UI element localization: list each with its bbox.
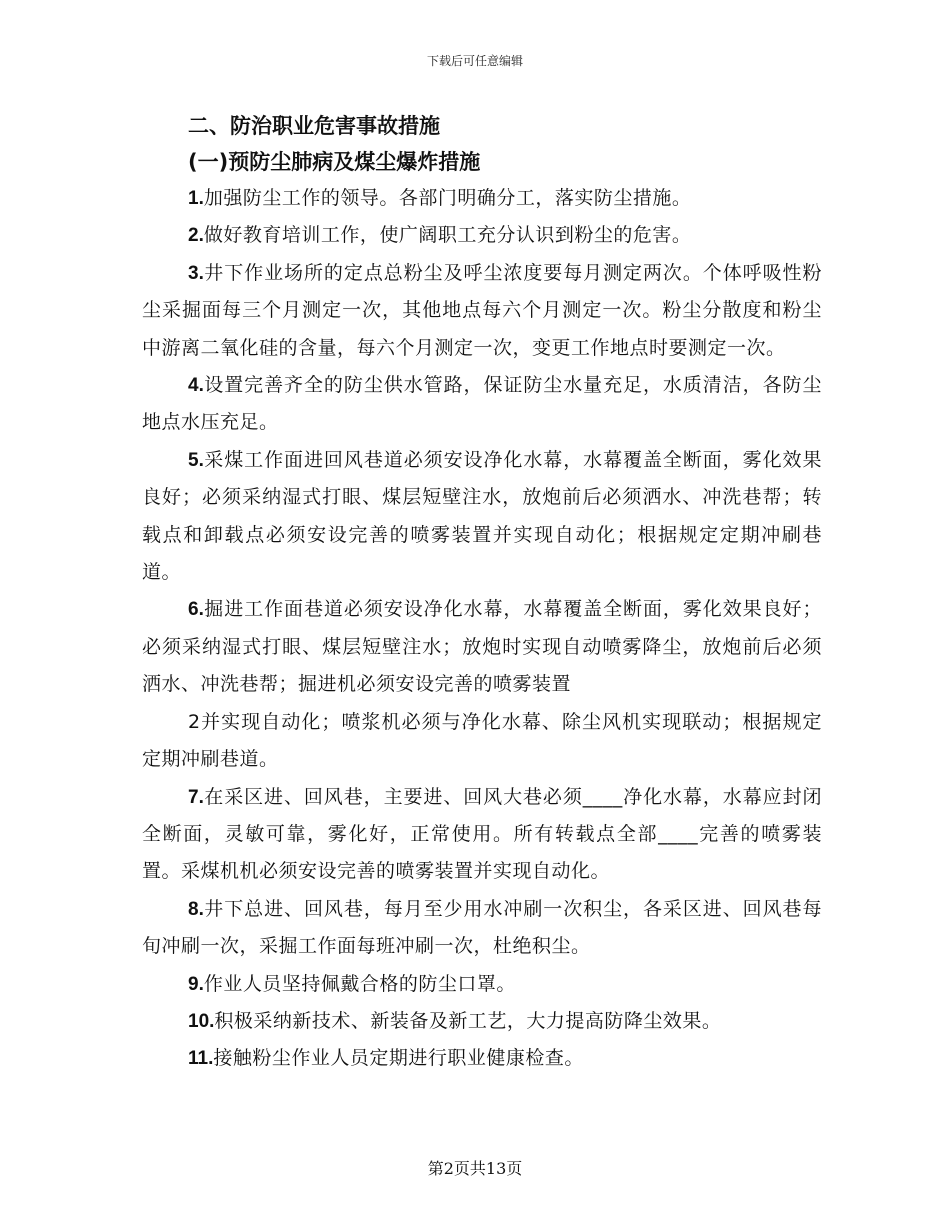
list-item: [142, 966, 822, 1003]
item-text: 掘进工作面巷道必须安设净化水幕，水幕覆盖全断面，雾化效果良好；必须采纳湿式打眼、煤层短壁注水；放炮时实现自动喷雾降尘，放炮前后必须洒水、冲洗巷帮；掘进机必须安设完善的喷雾装置: [142, 598, 822, 696]
item-number: 10.: [188, 1010, 215, 1032]
list-item: [142, 1040, 822, 1077]
item-text: 设置完善齐全的防尘供水管路，保证防尘水量充足，水质清洁，各防尘地点水压充足。: [142, 374, 822, 434]
list-item: [142, 255, 822, 367]
item-text: 井下总进、回风巷，每月至少用水冲刷一次积尘，各采区进、回风巷每旬冲刷一次，采掘工作面每班冲刷一次，杜绝积尘。: [142, 897, 822, 958]
list-item: [142, 442, 822, 592]
item-text: 做好教育培训工作，使广阔职工充分认识到粉尘的危害。: [203, 224, 692, 247]
list-item: [142, 180, 822, 217]
item-number: 1.: [188, 188, 204, 209]
item-number: 7.: [188, 786, 204, 808]
item-text: 采煤工作面进回风巷道必须安设净化水幕，水幕覆盖全断面，雾化效果良好；必须采纳湿式打眼、煤层短壁注水，放炮前后必须洒水、冲洗巷帮；转载点和卸载点必须安设完善的喷雾装置并实现自动化；根据规定定期冲刷巷道。: [142, 448, 822, 584]
item-text: 积极采纳新技术、新装备及新工艺，大力提高防降尘效果。: [214, 1009, 722, 1032]
item-number: 4.: [188, 375, 204, 397]
item-number: 5.: [188, 449, 204, 471]
document-body: [142, 108, 822, 1078]
item-number: 11.: [188, 1048, 214, 1070]
list-item: [142, 591, 822, 703]
item-text: 2并实现自动化；喷浆机必须与净化水幕、除尘风机实现联动；根据规定定期冲刷巷道。: [142, 710, 822, 771]
item-text: 加强防尘工作的领导。各部门明确分工，落实防尘措施。: [203, 187, 692, 209]
subsection-title: (一)预防尘肺病及煤尘爆炸措施: [188, 150, 481, 174]
item-number: 6.: [188, 599, 204, 621]
item-number: 9.: [188, 973, 204, 995]
page-number: 第2页共13页: [427, 1159, 523, 1178]
list-item: [142, 779, 822, 891]
list-item: [142, 367, 822, 442]
item-text: 接触粉尘作业人员定期进行职业健康检查。: [213, 1047, 584, 1070]
item-number: 2.: [188, 225, 204, 247]
section-title: 二、防治职业危害事故措施: [188, 114, 440, 138]
list-item: [142, 891, 822, 966]
item-number: 8.: [188, 898, 204, 920]
list-item-continuation: [142, 704, 822, 779]
list-item: [142, 217, 822, 254]
item-text: 在采区进、回风巷，主要进、回风大巷必须____净化水幕，水幕应封闭全断面，灵敏可靠，雾化好，正常使用。所有转载点全部____完善的喷雾装置。采煤机机必须安设完善的喷雾装置并实现自动化。: [142, 785, 822, 883]
header-note: 下载后可任意编辑: [426, 54, 523, 68]
item-text: 作业人员坚持佩戴合格的防尘口罩。: [203, 972, 516, 995]
item-text: 井下作业场所的定点总粉尘及呼尘浓度要每月测定两次。个体呼吸性粉尘采掘面每三个月测定一次，其他地点每六个月测定一次。粉尘分散度和粉尘中游离二氧化硅的含量，每六个月测定一次，变更工作地点时要测定一次。: [142, 261, 822, 359]
item-number: 3.: [188, 262, 204, 284]
list-item: [142, 1003, 822, 1040]
